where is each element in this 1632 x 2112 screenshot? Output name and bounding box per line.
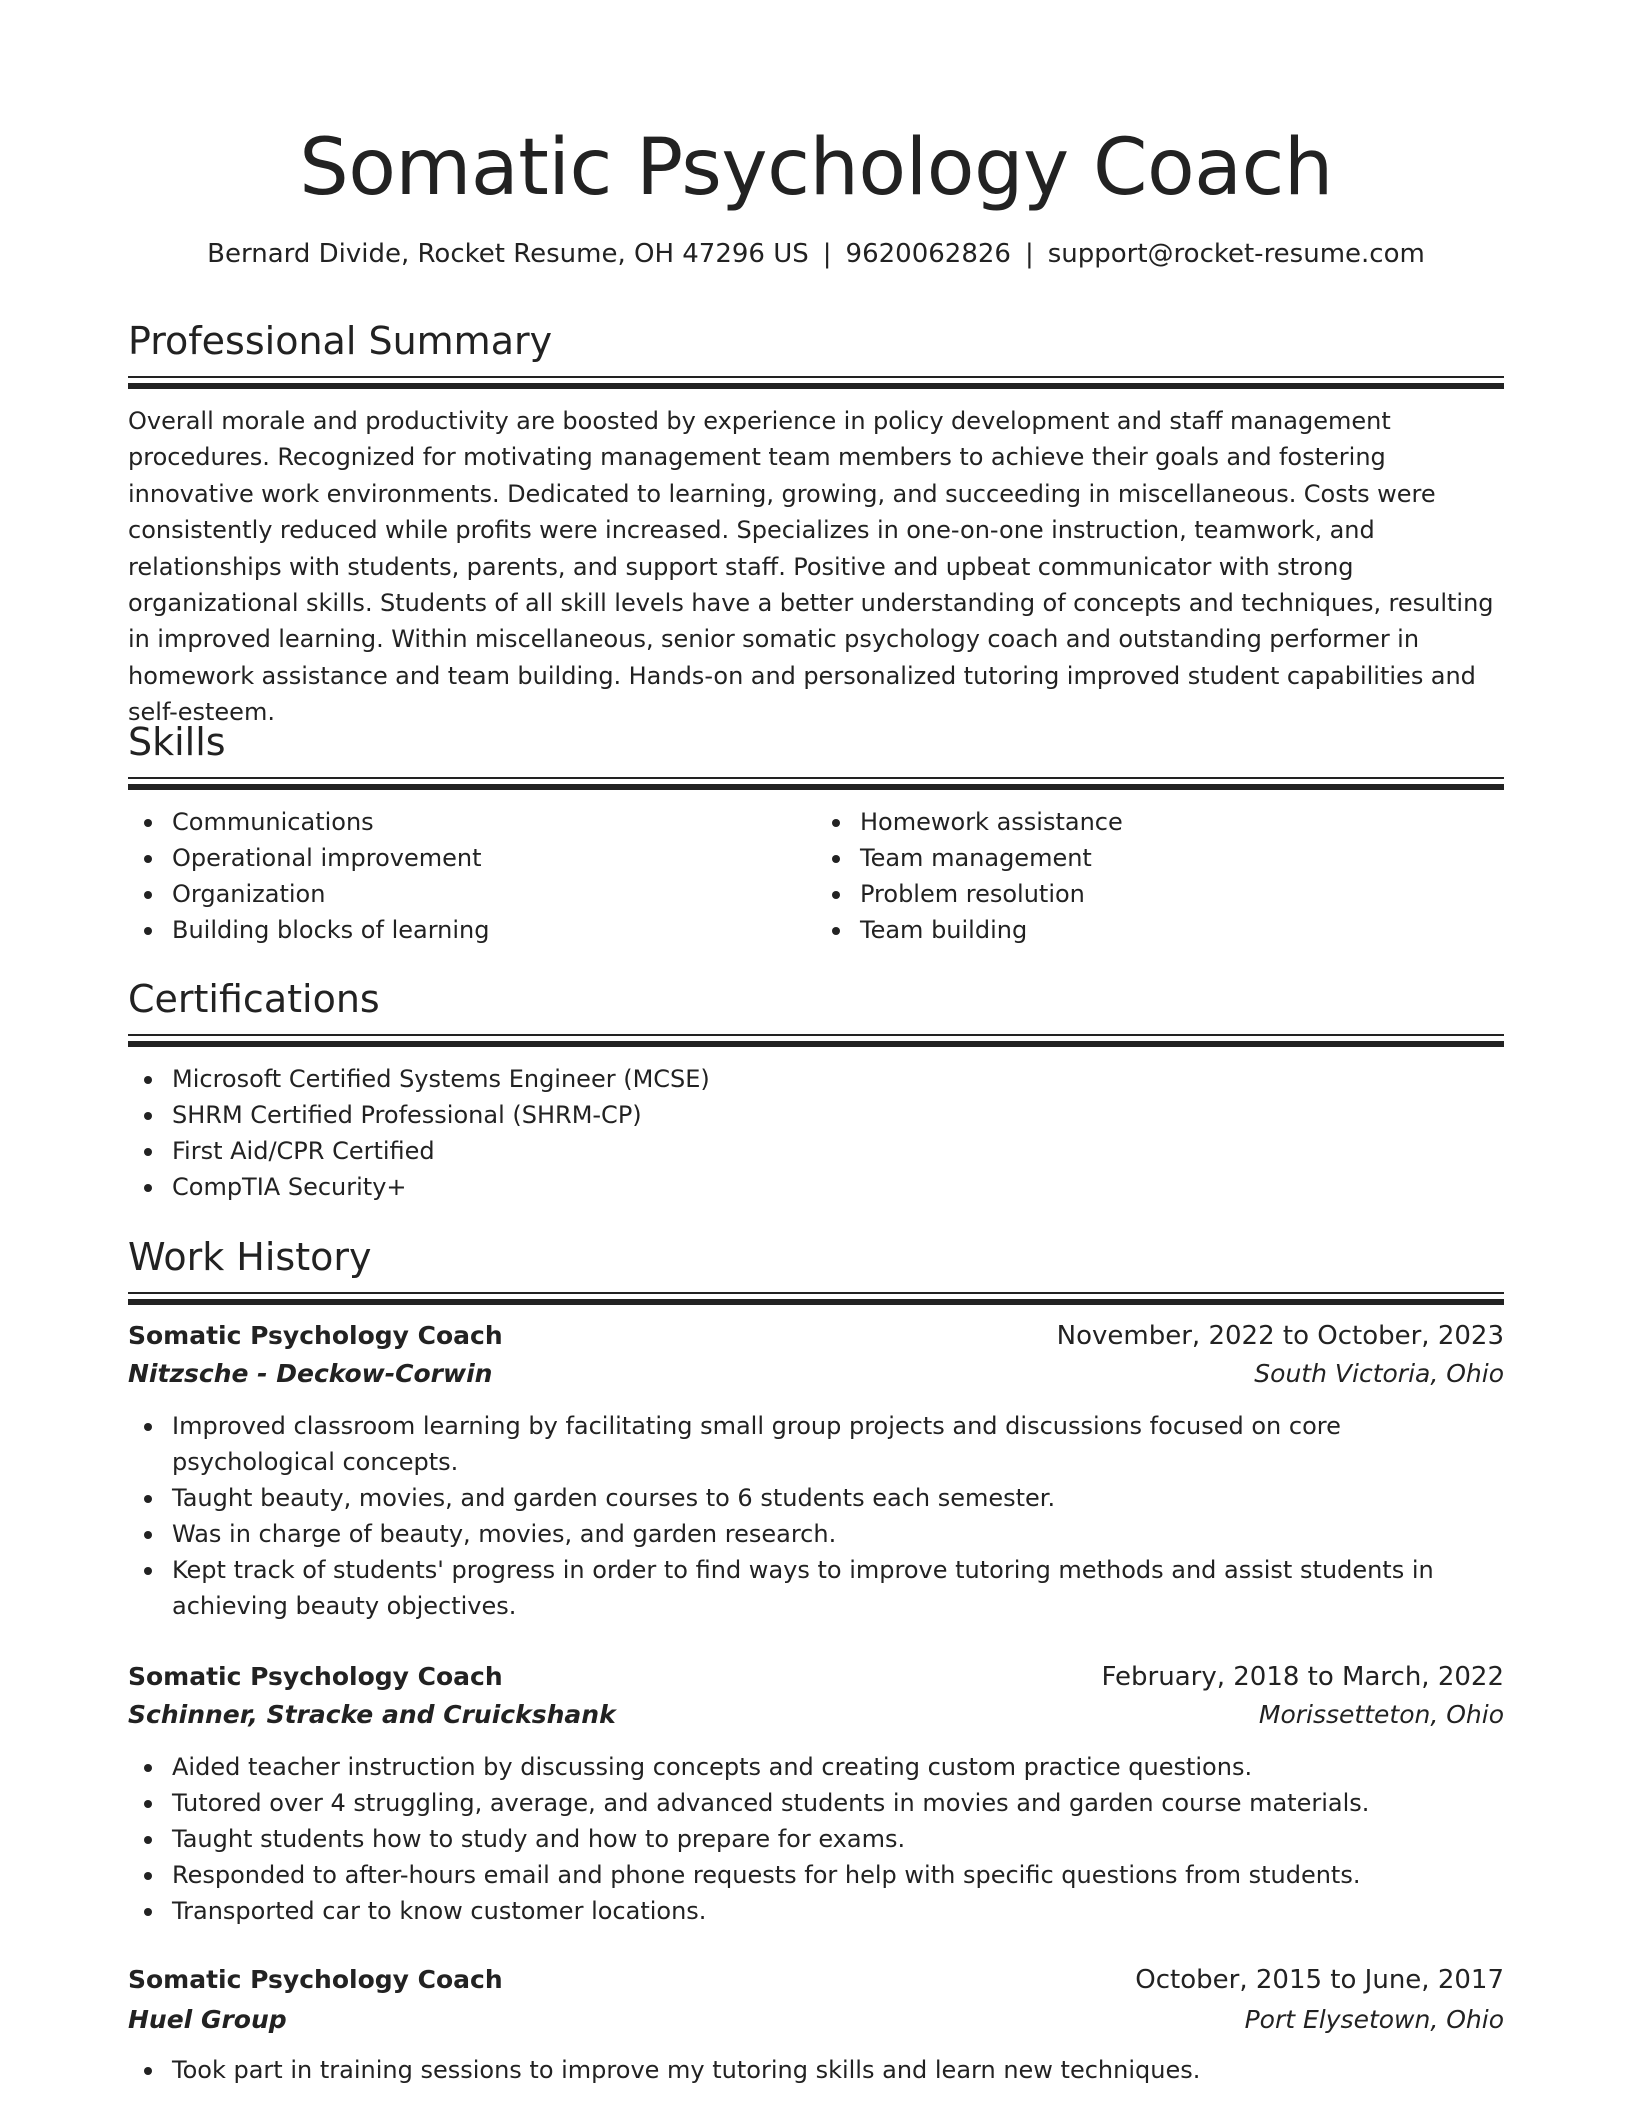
job-duty: Kept track of students' progress in order to find ways to improve tutoring methods and assist students in achieving beauty objectives. <box>128 1552 1504 1624</box>
skill-item: Communications <box>128 804 816 840</box>
job-company: Huel Group <box>128 2005 287 2034</box>
skill-item: Organization <box>128 876 816 912</box>
contact-email: support@rocket-resume.com <box>1047 239 1425 269</box>
contact-line <box>128 238 1504 270</box>
work-history-section <box>128 1234 1504 1305</box>
certification-item: SHRM Certified Professional (SHRM-CP) <box>128 1097 1504 1133</box>
certification-item: Microsoft Certified Systems Engineer (MCSE) <box>128 1061 1504 1097</box>
job-duties-list <box>128 1408 1504 1624</box>
job-header-row <box>128 1318 1504 1354</box>
skills-column-left <box>128 804 816 948</box>
skills-heading: Skills <box>128 720 226 764</box>
skill-item: Homework assistance <box>816 804 1504 840</box>
job-duty: Tutored over 4 struggling, average, and advanced students in movies and garden course materials. <box>128 1785 1504 1821</box>
job-location: South Victoria, Ohio <box>1254 1359 1504 1388</box>
job-entry <box>128 1962 1504 2088</box>
certifications-section <box>128 976 1504 1205</box>
job-title: Somatic Psychology Coach <box>128 1662 503 1691</box>
job-duties-list <box>128 1749 1504 1929</box>
contact-phone: 9620062826 <box>845 239 1011 269</box>
skills-grid <box>128 804 1504 948</box>
contact-separator: | <box>1024 239 1034 269</box>
job-duty: Aided teacher instruction by discussing concepts and creating custom practice questions. <box>128 1749 1504 1785</box>
summary-heading: Professional Summary <box>128 319 553 363</box>
job-duties-list <box>128 2052 1504 2088</box>
section-divider <box>128 777 1504 790</box>
job-dates: November, 2022 to October, 2023 <box>1056 1321 1504 1351</box>
certification-item: First Aid/CPR Certified <box>128 1133 1504 1169</box>
work-history-heading: Work History <box>128 1235 372 1279</box>
job-company-row <box>128 1697 1504 1733</box>
job-duty: Was in charge of beauty, movies, and garden research. <box>128 1516 1504 1552</box>
job-title: Somatic Psychology Coach <box>128 1965 503 1994</box>
resume-name: Somatic Psychology Coach <box>299 123 1333 213</box>
skills-section <box>128 719 1504 948</box>
job-company: Schinner, Stracke and Cruickshank <box>128 1700 616 1729</box>
job-duty: Taught beauty, movies, and garden courses to 6 students each semester. <box>128 1480 1504 1516</box>
job-dates: October, 2015 to June, 2017 <box>1135 1965 1504 1995</box>
job-duty: Responded to after-hours email and phone requests for help with specific questions from students. <box>128 1857 1504 1893</box>
job-company-row <box>128 2002 1504 2038</box>
summary-section <box>128 318 1504 731</box>
job-title: Somatic Psychology Coach <box>128 1321 503 1350</box>
contact-address: Bernard Divide, Rocket Resume, OH 47296 US <box>207 239 809 269</box>
certifications-heading: Certifications <box>128 977 380 1021</box>
job-company-row <box>128 1356 1504 1392</box>
job-duty: Took part in training sessions to improve my tutoring skills and learn new techniques. <box>128 2052 1504 2088</box>
job-location: Port Elysetown, Ohio <box>1244 2005 1504 2034</box>
section-divider <box>128 1034 1504 1047</box>
skill-item: Team building <box>816 912 1504 948</box>
job-entry <box>128 1318 1504 1624</box>
skill-item: Team management <box>816 840 1504 876</box>
job-duty: Transported car to know customer locations. <box>128 1893 1504 1929</box>
job-dates: February, 2018 to March, 2022 <box>1101 1662 1504 1692</box>
contact-separator: | <box>822 239 832 269</box>
certification-item: CompTIA Security+ <box>128 1169 1504 1205</box>
job-header-row <box>128 1962 1504 1998</box>
job-entry <box>128 1659 1504 1929</box>
section-divider <box>128 1292 1504 1305</box>
skill-item: Building blocks of learning <box>128 912 816 948</box>
job-duty: Improved classroom learning by facilitating small group projects and discussions focused on core psychological concepts. <box>128 1408 1504 1480</box>
skill-item: Operational improvement <box>128 840 816 876</box>
job-location: Morissetteton, Ohio <box>1258 1700 1504 1729</box>
skills-column-right <box>816 804 1504 948</box>
section-divider <box>128 376 1504 389</box>
job-header-row <box>128 1659 1504 1695</box>
summary-text: Overall morale and productivity are boosted by experience in policy development and staff management procedures. Recognized for motivating management team members to achieve their goals and fostering innovative work environments. Dedicated to learning, growing, and succeeding in miscellaneous. Costs were consistently reduced while profits were increased. Specializes in one-on-one instruction, teamwork, and relationships with students, parents, and support staff. Positive and upbeat communicator with strong organizational skills. Students of all skill levels have a better understanding of concepts and techniques, resulting in improved learning. Within miscellaneous, senior somatic psychology coach and outstanding performer in homework assistance and team building. Hands-on and personalized tutoring improved student capabilities and self-esteem. <box>128 407 1494 727</box>
job-company: Nitzsche - Deckow-Corwin <box>128 1359 493 1388</box>
job-duty: Taught students how to study and how to prepare for exams. <box>128 1821 1504 1857</box>
skill-item: Problem resolution <box>816 876 1504 912</box>
certifications-list <box>128 1061 1504 1205</box>
